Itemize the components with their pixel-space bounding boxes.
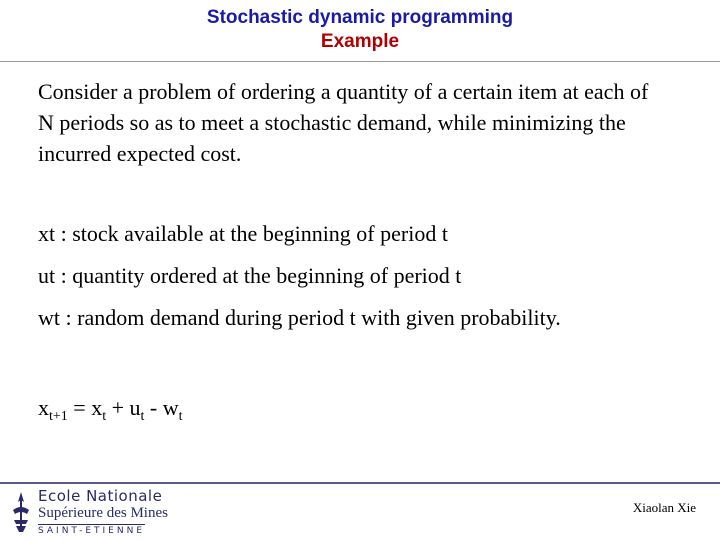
eq-equals: =: [67, 395, 92, 420]
slide-header: [0, 0, 720, 62]
footer-divider: [0, 482, 720, 484]
definitions-list: [38, 219, 688, 345]
eq-minus: -: [144, 395, 163, 420]
definition-demand: wt : random demand during period t with given probability.: [38, 305, 561, 330]
logo-line-2: Supérieure des Mines: [38, 505, 168, 521]
state-equation: [38, 393, 183, 423]
eq-plus: +: [106, 395, 130, 420]
eq-u-sub: t: [140, 409, 145, 424]
slide-title: Stochastic dynamic programming: [206, 7, 514, 28]
eq-lhs-var: x: [38, 395, 49, 420]
eq-w-sub: t: [178, 409, 183, 424]
eq-x-var: x: [91, 395, 103, 420]
definition-stock: xt : stock available at the beginning of period t: [38, 221, 448, 246]
author-name: Xiaolan Xie: [632, 500, 696, 515]
emblem-icon: [10, 490, 32, 534]
school-logo: [6, 488, 176, 538]
logo-line-1: Ecole Nationale: [38, 487, 163, 505]
eq-u-var: u: [129, 395, 141, 420]
slide-subtitle: Example: [320, 31, 400, 52]
eq-lhs-sub: t+1: [49, 409, 68, 424]
header-divider: [0, 61, 720, 62]
intro-paragraph: Consider a problem of ordering a quantity of a certain item at each of N periods so as to meet a stochastic demand, while minimizing the incurred expected cost.: [38, 79, 649, 166]
eq-w-var: w: [162, 395, 179, 420]
eq-x-sub: t: [102, 409, 107, 424]
definition-order: ut : quantity ordered at the beginning of period t: [38, 263, 462, 288]
logo-line-3: SAINT-ETIENNE: [38, 526, 146, 536]
